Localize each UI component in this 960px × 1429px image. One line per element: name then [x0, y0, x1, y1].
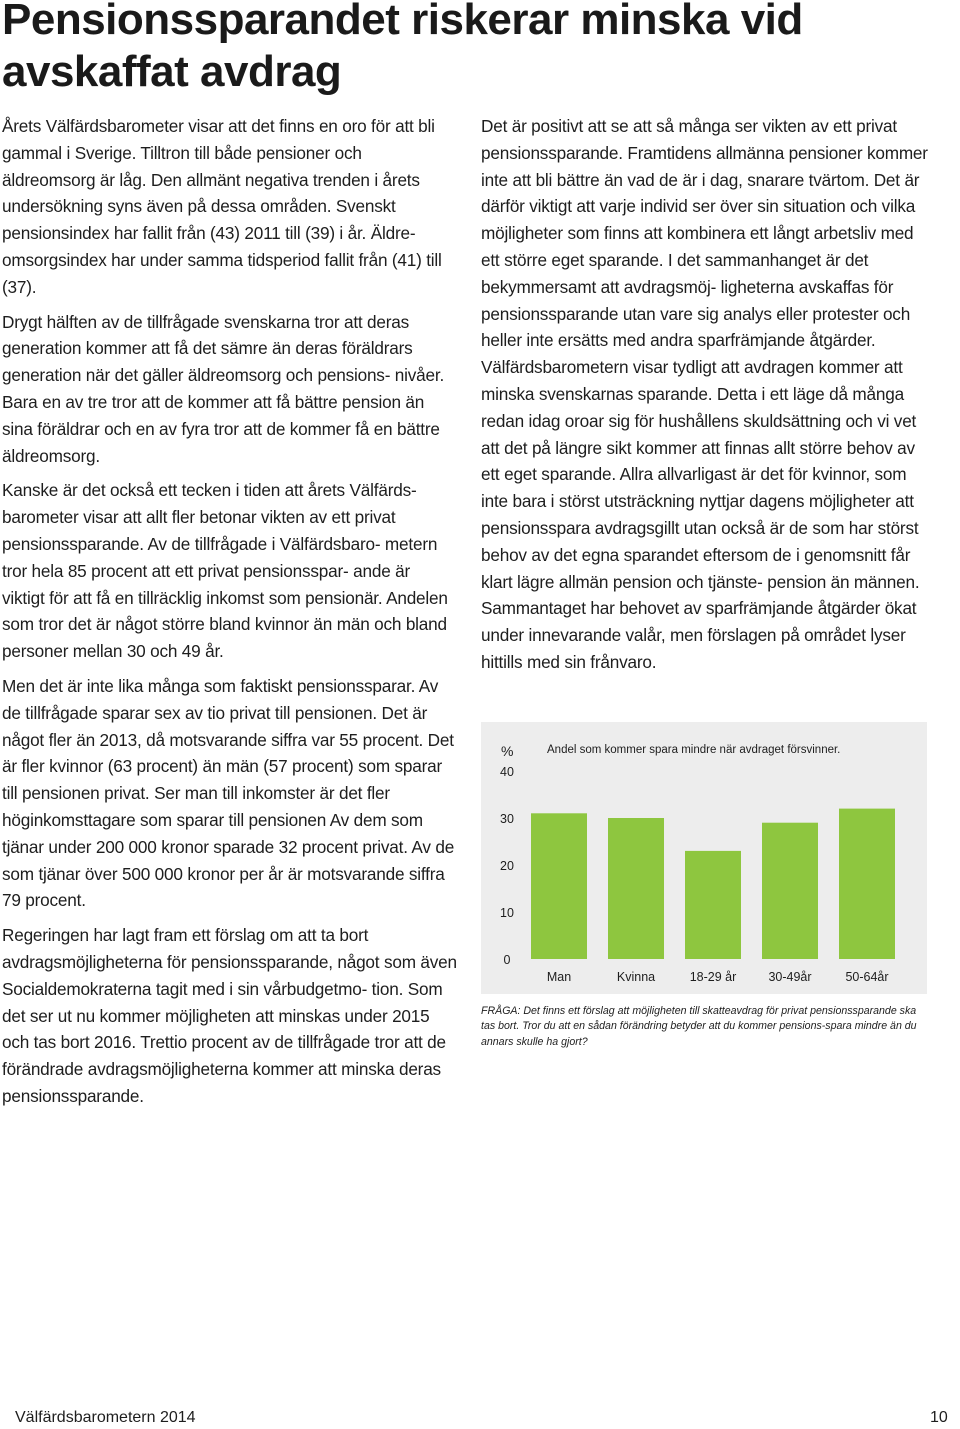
x-category-label: Man — [546, 970, 572, 984]
paragraph: Årets Välfärdsbarometer visar att det finns en oro för att bli gammal i Sverige. Tilltron till både pensioner och äldreomsorg är låg. Den allmänt negativa trenden i årets undersökning syns även på dessa områden. Svenskt pensionsindex har fallit från (43) 2011 till (39) i år. Äldre- omsorgsindex har under samma tidsperiod fallit från (41) till (37). — [2, 116, 442, 297]
left-column — [2, 113, 457, 1118]
chart-y-unit: % — [501, 743, 514, 759]
x-category-label: 18-29 år — [689, 970, 737, 984]
bar-4 — [839, 809, 895, 959]
page-number: 10 — [930, 1409, 948, 1426]
chart-canvas — [481, 722, 927, 994]
paragraph: Drygt hälften av de tillfrågade svenskarna tror att deras generation kommer att få det sämre än deras föräldrars generation när det gäller äldreomsorg och pensions- nivåer. Bara en av tre tror att de kommer att få bättre pension än sina föräldrar och en av fyra tror att de kommer få en bättre äldreomsorg. — [2, 311, 445, 466]
y-tick-label: 30 — [500, 812, 514, 826]
x-category-label: 30-49år — [768, 970, 812, 984]
bar-0 — [531, 813, 587, 959]
paragraph: Det är positivt att se att så många ser vikten av ett privat pensionssparande. Framtidens allmänna pensioner kommer inte att bli bättre än vad de är i dag, snarare tvärtom. Det är därför viktigt att varje individ ser över sin situation och vilka möjligheter som finns att kombinera ett långt arbetsliv med ett större eget sparande. I det sammanhanget är det bekymmersamt att avdragsmöj- ligheterna avskaffas för pensionssparande utan vare sig analys eller protester och heller inte ersätts med andra sparfrämjande åtgärder. Välfärdsbarometern visar tydligt att avdragen kommer att minska svenskarnas sparande. Detta i ett läge då många redan idag oroar sig för hushållens skuldsättning och vi vet att det på längre sikt kommer att finnas allt större behov av ett eget sparande. Allra allvarligast är det för kvinnor, som inte bara i störst utsträckning nyttjar dagens möjligheter att pensionsspara avdragsgillt utan också är de som har störst behov av det egna sparandet eftersom de i genomsnitt får klart lägre allmän pension och tjänste- pension än männen. Sammantaget har behovet av sparfrämjande åtgärder ökat under innevarande valår, men förslagen på området lyser hittills med sin frånvaro. — [481, 116, 928, 672]
x-category-label: 50-64år — [845, 970, 889, 984]
x-category-label: Kvinna — [616, 970, 656, 984]
page-title: Pensionssparandet riskerar minska vid avskaffat avdrag — [2, 0, 803, 96]
bar-3 — [762, 823, 818, 959]
y-tick-label: 10 — [500, 906, 514, 920]
bar-2 — [685, 851, 741, 959]
right-column — [481, 113, 936, 684]
paragraph: Men det är inte lika många som faktiskt pensionssparar. Av de tillfrågade sparar sex av tio privat till pensionen. Det är något fler än 2013, då motsvarande siffra var 55 procent. Det är fler kvinnor (63 procent) än män (57 procent) som sparar till pensionen privat. Ser man till inkomster är det fler höginkomsttagare som sparar till pensionen Av dem som tjänar under 200 000 kronor sparade 32 procent privat. Av de som tjänar över 500 000 kronor per år är motsvarande siffra 79 procent. — [2, 675, 455, 911]
paragraph: Kanske är det också ett tecken i tiden att årets Välfärds- barometer visar att allt fler betonar vikten av ett privat pensionssparande. Av de tillfrågade i Välfärdsbaro- metern tror hela 85 procent att ett privat pensionsspar- ande är viktigt för att få en tillräcklig inkomst som pensionär. Andelen som tror det är något större bland kvinnor än män och bland personer mellan 30 och 49 år. — [2, 480, 448, 662]
bar-1 — [608, 818, 664, 959]
y-tick-label: 0 — [503, 953, 511, 967]
footer-publication: Välfärdsbarometern 2014 — [15, 1409, 196, 1426]
y-tick-label: 20 — [500, 859, 514, 873]
y-tick-label: 40 — [500, 765, 514, 779]
chart-title: Andel som kommer spara mindre när avdraget försvinner. — [547, 744, 841, 756]
bar-chart — [481, 722, 927, 994]
paragraph: Regeringen har lagt fram ett förslag om att ta bort avdragsmöjligheterna för pensionssparande, något som även Socialdemokraterna tagit med i sin vårbudgetmo- tion. Som det ser ut nu kommer möjligheten att minskas under 2015 och tas bort 2016. Trettio procent av de tillfrågade tror att de förändrade avdragsmöjligheterna kommer att minska deras pensionssparande. — [2, 925, 457, 1106]
chart-question-note: FRÅGA: Det finns ett förslag att möjligheten till skatteavdrag för privat pensionssparande ska tas bort. Tror du att en sådan förändring betyder att du kommer pensions-spara mindre än du annars skulle ha gjort? — [481, 1005, 917, 1048]
